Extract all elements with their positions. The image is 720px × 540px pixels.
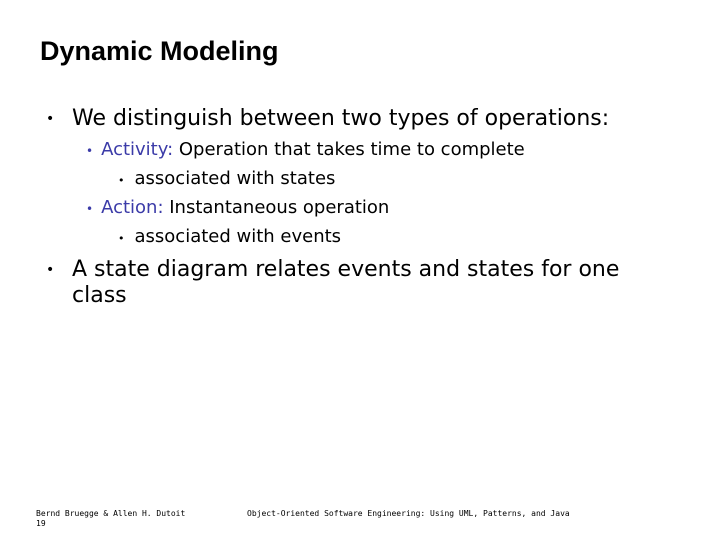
action-text: Instantaneous operation <box>163 197 390 218</box>
footer-authors-text: Bernd Bruegge & Allen H. Dutoit <box>36 509 186 518</box>
bullet-state-diagram <box>46 257 646 309</box>
bullet-text: We distinguish between two types of operations: <box>72 106 610 131</box>
bullet-text: associated with events <box>134 226 342 247</box>
bullet-activity <box>86 139 525 162</box>
bullet-dot: • <box>118 232 125 245</box>
footer-book-title: Object-Oriented Software Engineering: Using UML, Patterns, and Java <box>247 509 570 518</box>
bullet-dot: • <box>86 202 94 216</box>
activity-label: Activity: <box>101 139 174 160</box>
bullet-dot: • <box>118 174 125 187</box>
page-number: 19 <box>36 519 46 528</box>
bullet-text: A state diagram relates events and states for one class <box>72 257 620 308</box>
activity-text: Operation that takes time to complete <box>173 139 525 160</box>
bullet-dot: • <box>46 262 55 278</box>
slide-title: Dynamic Modeling <box>40 36 279 66</box>
bullet-text: associated with states <box>134 168 336 189</box>
bullet-dot: • <box>86 144 94 158</box>
bullet-associated-events <box>118 226 341 250</box>
bullet-action <box>86 197 389 220</box>
bullet-operations <box>46 106 686 132</box>
bullet-dot: • <box>46 111 55 127</box>
footer-authors <box>36 509 185 529</box>
bullet-associated-states <box>118 168 335 192</box>
action-label: Action: <box>101 197 164 218</box>
